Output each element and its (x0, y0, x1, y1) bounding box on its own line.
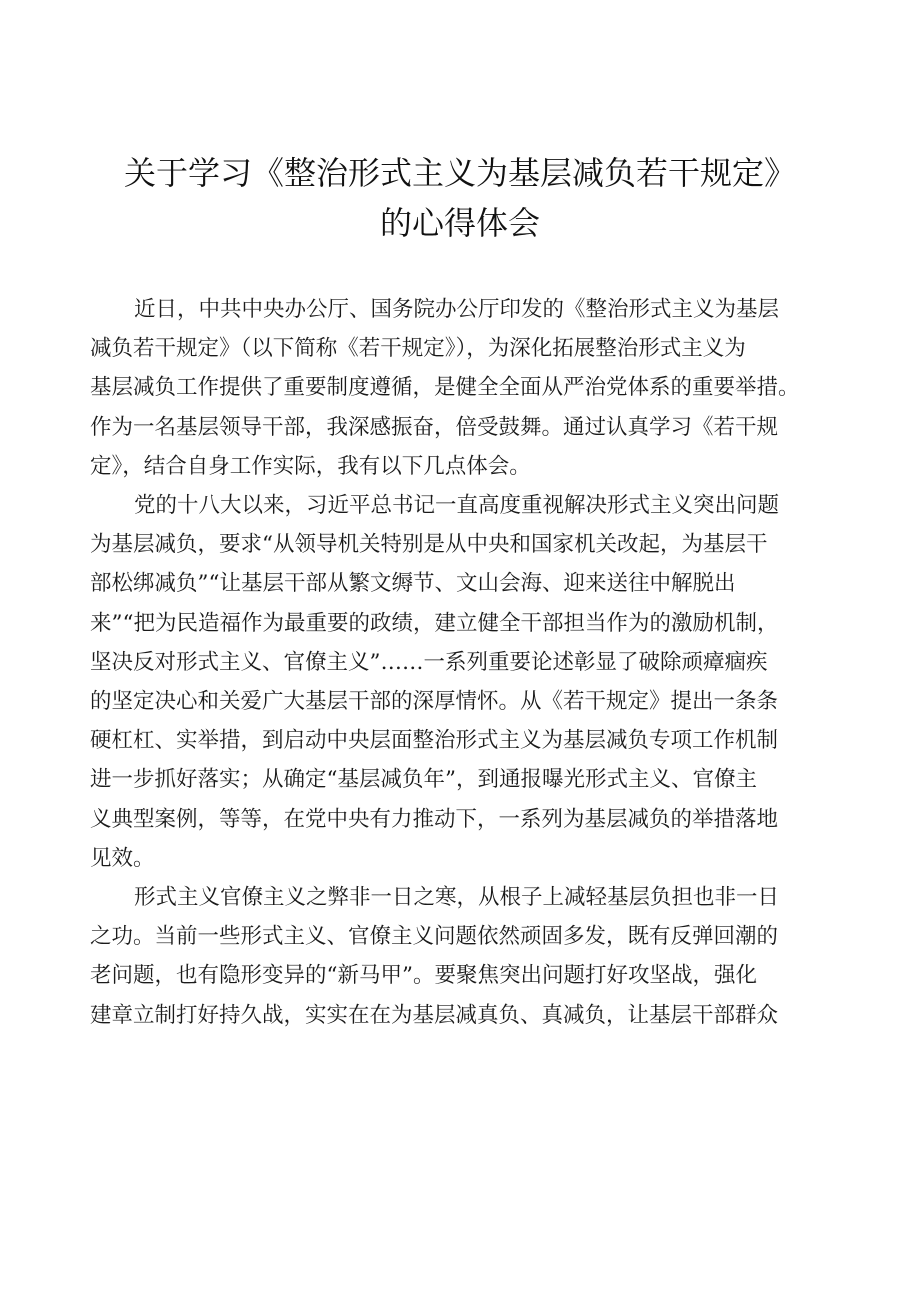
text-line: 部松绑减负”“让基层干部从繁文缛节、文山会海、迎来送往中解脱出 (90, 571, 736, 597)
title-line: 关于学习《整治形式主义为基层减负若干规定》 (123, 154, 796, 192)
text-line: 定》，结合自身工作实际，我有以下几点体会。 (90, 453, 531, 479)
text-line: 作为一名基层领导干部，我深感振奋，倍受鼓舞。通过认真学习《若干规 (90, 414, 779, 440)
text-line: 老问题，也有隐形变异的“新马甲”。要聚焦突出问题打好攻坚战，强化 (90, 963, 757, 989)
text-line: 减负若干规定》（以下简称《若干规定》），为深化拓展整治形式主义为 (90, 336, 746, 362)
text-line: 党的十八大以来，习近平总书记一直高度重视解决形式主义突出问题 (134, 493, 780, 519)
text-line: 基层减负工作提供了重要制度遵循，是健全全面从严治党体系的重要举措。 (90, 375, 800, 401)
paragraph-1 (90, 290, 832, 486)
text-line: 进一步抓好落实；从确定“基层减负年”，到通报曝光形式主义、官僚主 (90, 767, 757, 793)
text-line: 硬杠杠、实举措，到启动中央层面整治形式主义为基层减负专项工作机制 (90, 728, 779, 754)
text-line: 为基层减负，要求“从领导机关特别是从中央和国家机关改起，为基层干 (90, 532, 768, 558)
paragraph-3 (90, 878, 832, 1035)
text-line: 之功。当前一些形式主义、官僚主义问题依然顽固多发，既有反弹回潮的 (90, 924, 779, 950)
document-title (60, 148, 860, 248)
text-line: 的坚定决心和关爱广大基层干部的深厚情怀。从《若干规定》提出一条条 (90, 689, 779, 715)
text-line: 近日，中共中央办公厅、国务院办公厅印发的《整治形式主义为基层 (134, 297, 780, 322)
text-line: 见效。 (90, 845, 155, 871)
text-line: 来”“把为民造福作为最重要的政绩，建立健全干部担当作为的激励机制， (90, 610, 779, 636)
paragraph-2 (90, 486, 832, 878)
text-line: 义典型案例，等等，在党中央有力推动下，一系列为基层减负的举措落地 (90, 806, 779, 832)
title-line: 的心得体会 (379, 204, 540, 242)
document-body (90, 290, 832, 1035)
text-line: 形式主义官僚主义之弊非一日之寒，从根子上减轻基层负担也非一日 (134, 885, 780, 911)
text-line: 建章立制打好持久战，实实在在为基层减真负、真减负，让基层干部群众 (90, 1002, 779, 1028)
text-line: 坚决反对形式主义、官僚主义”……一系列重要论述彰显了破除顽瘴痼疾 (90, 649, 768, 675)
